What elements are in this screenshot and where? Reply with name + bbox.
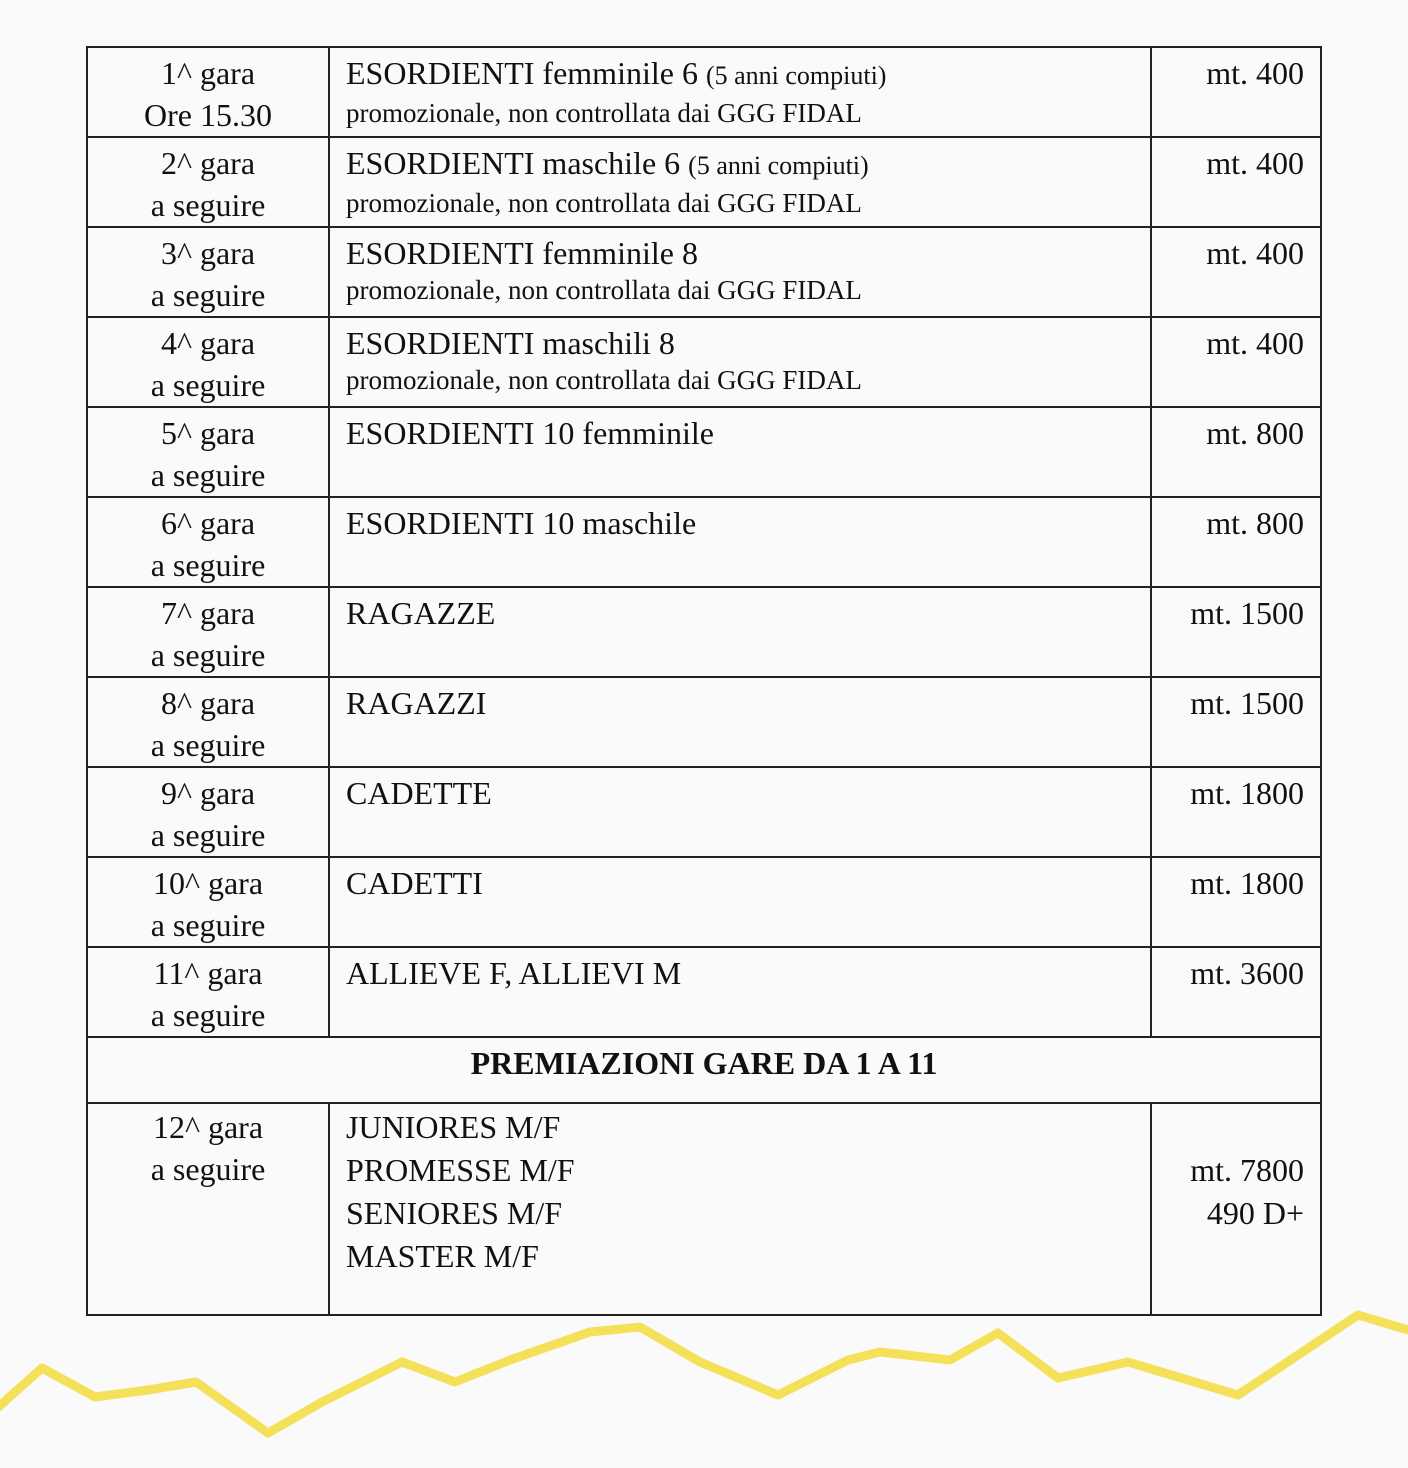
race-distance: mt. 400 bbox=[1206, 145, 1304, 181]
category-name: PROMESSE M/F bbox=[346, 1152, 575, 1188]
race-number: 11^ gara bbox=[153, 955, 263, 991]
race-row bbox=[87, 227, 1321, 317]
category-line bbox=[346, 234, 1150, 272]
category-name: ESORDIENTI maschili 8 bbox=[346, 325, 675, 361]
category-cell bbox=[329, 497, 1151, 587]
race-distance: mt. 1500 bbox=[1190, 685, 1304, 721]
awards-row bbox=[87, 1037, 1321, 1103]
category-cell bbox=[329, 587, 1151, 677]
race-row-final bbox=[87, 1103, 1321, 1315]
race-row bbox=[87, 497, 1321, 587]
race-distance: mt. 400 bbox=[1206, 55, 1304, 91]
race-start-time: a seguire bbox=[150, 367, 266, 403]
race-start-time: a seguire bbox=[150, 457, 266, 493]
race-distance: mt. 800 bbox=[1206, 415, 1304, 451]
race-number: 6^ gara bbox=[160, 505, 256, 541]
category-name: RAGAZZI bbox=[346, 685, 487, 721]
race-start-time: a seguire bbox=[150, 1151, 266, 1187]
category-line bbox=[346, 414, 1150, 452]
distance-cell bbox=[1151, 677, 1321, 767]
race-distance: mt. 800 bbox=[1206, 505, 1304, 541]
category-name: ESORDIENTI femminile 8 bbox=[346, 235, 698, 271]
race-row bbox=[87, 317, 1321, 407]
race-start-time: Ore 15.30 bbox=[144, 97, 272, 133]
category-name: RAGAZZE bbox=[346, 595, 496, 631]
race-distance: mt. 3600 bbox=[1190, 955, 1304, 991]
category-cell bbox=[329, 317, 1151, 407]
race-number: 8^ gara bbox=[160, 685, 256, 721]
category-cell bbox=[329, 227, 1151, 317]
race-elevation: 490 D+ bbox=[1206, 1195, 1304, 1231]
race-start-time: a seguire bbox=[150, 547, 266, 583]
awards-heading: PREMIAZIONI GARE DA 1 A 11 bbox=[87, 1037, 1321, 1103]
race-start-time: a seguire bbox=[150, 277, 266, 313]
race-start-time: a seguire bbox=[150, 637, 266, 673]
race-start-time: a seguire bbox=[150, 817, 266, 853]
race-schedule-table bbox=[86, 46, 1322, 1316]
category-name: MASTER M/F bbox=[346, 1238, 539, 1274]
race-number-cell bbox=[87, 947, 329, 1037]
race-distance: mt. 1500 bbox=[1190, 595, 1304, 631]
race-distance: mt. 1800 bbox=[1190, 775, 1304, 811]
race-row bbox=[87, 857, 1321, 947]
distance-cell bbox=[1151, 317, 1321, 407]
distance-cell bbox=[1151, 137, 1321, 227]
race-number: 4^ gara bbox=[160, 325, 256, 361]
distance-cell bbox=[1151, 587, 1321, 677]
race-distance: mt. 7800 bbox=[1190, 1152, 1304, 1188]
category-cell bbox=[329, 677, 1151, 767]
distance-cell bbox=[1151, 227, 1321, 317]
race-number: 9^ gara bbox=[160, 775, 256, 811]
distance-cell bbox=[1151, 497, 1321, 587]
race-distance: mt. 400 bbox=[1206, 325, 1304, 361]
category-subnote: promozionale, non controllata dai GGG FIDAL bbox=[346, 98, 862, 128]
race-start-time: a seguire bbox=[150, 907, 266, 943]
category-line bbox=[346, 324, 1150, 362]
race-number: 7^ gara bbox=[160, 595, 256, 631]
race-number-cell bbox=[87, 47, 329, 137]
category-cell bbox=[329, 137, 1151, 227]
race-start-time: a seguire bbox=[150, 997, 266, 1033]
race-row bbox=[87, 677, 1321, 767]
category-name: ESORDIENTI maschile 6 bbox=[346, 145, 689, 181]
race-schedule-body bbox=[87, 47, 1321, 1315]
category-line bbox=[346, 504, 1150, 542]
category-name: JUNIORES M/F bbox=[346, 1109, 561, 1145]
category-age-note: (5 anni compiuti) bbox=[705, 61, 887, 90]
race-number: 5^ gara bbox=[160, 415, 256, 451]
category-line bbox=[346, 864, 1150, 902]
race-number-cell bbox=[87, 857, 329, 947]
race-number-cell bbox=[87, 497, 329, 587]
category-subnote: promozionale, non controllata dai GGG FIDAL bbox=[346, 188, 862, 218]
category-cell bbox=[329, 767, 1151, 857]
race-number: 2^ gara bbox=[160, 145, 256, 181]
race-number: 3^ gara bbox=[160, 235, 256, 271]
category-age-note: (5 anni compiuti) bbox=[688, 151, 869, 180]
race-number: 1^ gara bbox=[160, 55, 256, 91]
race-number: 12^ gara bbox=[152, 1109, 264, 1145]
race-number-cell bbox=[87, 767, 329, 857]
category-line bbox=[346, 954, 1150, 992]
category-line bbox=[346, 684, 1150, 722]
distance-cell bbox=[1151, 947, 1321, 1037]
race-row bbox=[87, 947, 1321, 1037]
race-number-cell bbox=[87, 317, 329, 407]
race-distance: mt. 1800 bbox=[1190, 865, 1304, 901]
distance-cell bbox=[1151, 767, 1321, 857]
decorative-mountain-line bbox=[0, 1290, 1408, 1468]
race-row bbox=[87, 407, 1321, 497]
distance-cell bbox=[1151, 857, 1321, 947]
distance-cell bbox=[1151, 47, 1321, 137]
race-start-time: a seguire bbox=[150, 187, 266, 223]
category-cell bbox=[329, 407, 1151, 497]
race-number: 10^ gara bbox=[152, 865, 264, 901]
race-start-time: a seguire bbox=[150, 727, 266, 763]
category-name: ESORDIENTI 10 femminile bbox=[346, 415, 714, 451]
category-subnote: promozionale, non controllata dai GGG FIDAL bbox=[346, 275, 862, 305]
category-line bbox=[346, 54, 1150, 95]
category-name: SENIORES M/F bbox=[346, 1195, 563, 1231]
race-number-cell bbox=[87, 1103, 329, 1315]
race-row bbox=[87, 47, 1321, 137]
category-cell bbox=[329, 1103, 1151, 1315]
category-name: ESORDIENTI 10 maschile bbox=[346, 505, 697, 541]
race-number-cell bbox=[87, 677, 329, 767]
category-subnote: promozionale, non controllata dai GGG FIDAL bbox=[346, 365, 862, 395]
category-cell bbox=[329, 947, 1151, 1037]
category-line bbox=[346, 144, 1150, 185]
distance-cell bbox=[1151, 407, 1321, 497]
race-number-cell bbox=[87, 137, 329, 227]
race-row bbox=[87, 767, 1321, 857]
race-number-cell bbox=[87, 587, 329, 677]
race-row bbox=[87, 137, 1321, 227]
category-line bbox=[346, 594, 1150, 632]
category-cell bbox=[329, 47, 1151, 137]
distance-cell bbox=[1151, 1103, 1321, 1315]
mountain-profile-line bbox=[0, 1315, 1408, 1433]
race-distance: mt. 400 bbox=[1206, 235, 1304, 271]
race-number-cell bbox=[87, 227, 329, 317]
category-name: CADETTE bbox=[346, 775, 492, 811]
category-cell bbox=[329, 857, 1151, 947]
race-number-cell bbox=[87, 407, 329, 497]
category-name: ALLIEVE F, ALLIEVI M bbox=[346, 955, 682, 991]
category-name: CADETTI bbox=[346, 865, 483, 901]
race-row bbox=[87, 587, 1321, 677]
category-line bbox=[346, 774, 1150, 812]
category-name: ESORDIENTI femminile 6 bbox=[346, 55, 706, 91]
